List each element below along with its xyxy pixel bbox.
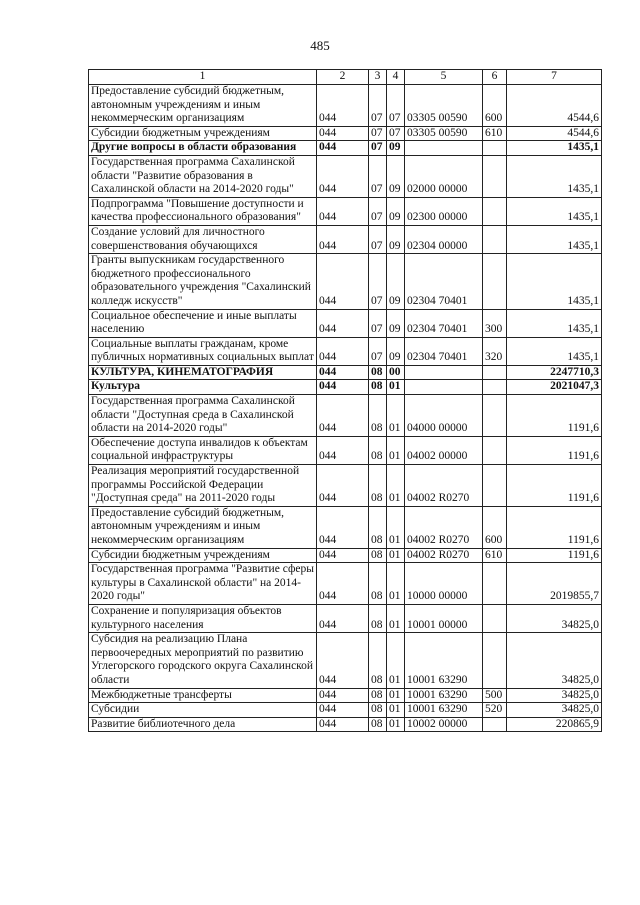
item-name-cell: Гранты выпускникам государственного бюджетного профессионального образовательного учреждения "Сахалинский колледж искусств"	[89, 254, 317, 309]
amount-cell: 1435,1	[507, 309, 602, 337]
table-row	[89, 309, 602, 337]
ministry-code-cell: 044	[317, 703, 369, 718]
expense-type-cell	[483, 141, 507, 156]
section-code-cell: 07	[369, 141, 387, 156]
target-article-cell: 10001 63290	[405, 703, 483, 718]
subsection-code-cell: 01	[387, 717, 405, 732]
amount-cell: 1191,6	[507, 506, 602, 548]
column-header: 2	[317, 70, 369, 85]
subsection-code-cell: 01	[387, 688, 405, 703]
section-code-cell: 08	[369, 548, 387, 563]
expense-type-cell	[483, 254, 507, 309]
amount-cell: 1435,1	[507, 254, 602, 309]
section-code-cell: 08	[369, 717, 387, 732]
target-article-cell	[405, 141, 483, 156]
target-article-cell: 10002 00000	[405, 717, 483, 732]
section-code-cell: 07	[369, 197, 387, 225]
table-row	[89, 225, 602, 253]
ministry-code-cell: 044	[317, 465, 369, 507]
table-row	[89, 254, 602, 309]
target-article-cell: 02304 70401	[405, 337, 483, 365]
ministry-code-cell: 044	[317, 506, 369, 548]
ministry-code-cell: 044	[317, 309, 369, 337]
table-row	[89, 717, 602, 732]
target-article-cell: 10000 00000	[405, 563, 483, 605]
subsection-code-cell: 01	[387, 436, 405, 464]
amount-cell: 4544,6	[507, 126, 602, 141]
target-article-cell: 02000 00000	[405, 155, 483, 197]
table-row	[89, 688, 602, 703]
target-article-cell: 04002 00000	[405, 436, 483, 464]
ministry-code-cell: 044	[317, 717, 369, 732]
amount-cell: 34825,0	[507, 604, 602, 632]
table-row	[89, 604, 602, 632]
table-row	[89, 465, 602, 507]
amount-cell: 220865,9	[507, 717, 602, 732]
amount-cell: 1435,1	[507, 155, 602, 197]
section-code-cell: 08	[369, 703, 387, 718]
ministry-code-cell: 044	[317, 85, 369, 127]
section-code-cell: 08	[369, 506, 387, 548]
item-name-cell: Субсидия на реализацию Плана первоочередных мероприятий по развитию Углегорского городского округа Сахалинской области	[89, 633, 317, 688]
subsection-code-cell: 01	[387, 548, 405, 563]
table-row	[89, 506, 602, 548]
ministry-code-cell: 044	[317, 633, 369, 688]
item-name-cell: Государственная программа Сахалинской области "Развитие образования в Сахалинской области на 2014-2020 годы"	[89, 155, 317, 197]
item-name-cell: Подпрограмма "Повышение доступности и качества профессионального образования"	[89, 197, 317, 225]
target-article-cell: 02304 00000	[405, 225, 483, 253]
table-row	[89, 141, 602, 156]
item-name-cell: Субсидии бюджетным учреждениям	[89, 548, 317, 563]
amount-cell: 34825,0	[507, 633, 602, 688]
section-code-cell: 07	[369, 225, 387, 253]
item-name-cell: Социальное обеспечение и иные выплаты населению	[89, 309, 317, 337]
subsection-code-cell: 07	[387, 126, 405, 141]
expense-type-cell: 520	[483, 703, 507, 718]
ministry-code-cell: 044	[317, 126, 369, 141]
subsection-code-cell: 09	[387, 309, 405, 337]
amount-cell: 1191,6	[507, 395, 602, 437]
item-name-cell: Предоставление субсидий бюджетным, автономным учреждениям и иным некоммерческим организациям	[89, 85, 317, 127]
section-code-cell: 08	[369, 563, 387, 605]
column-header: 1	[89, 70, 317, 85]
table-row	[89, 436, 602, 464]
expense-type-cell	[483, 395, 507, 437]
expense-type-cell	[483, 465, 507, 507]
section-code-cell: 07	[369, 155, 387, 197]
table-row	[89, 633, 602, 688]
subsection-code-cell: 09	[387, 337, 405, 365]
table-row	[89, 155, 602, 197]
expense-type-cell	[483, 604, 507, 632]
column-header: 7	[507, 70, 602, 85]
section-code-cell: 07	[369, 309, 387, 337]
target-article-cell: 10001 63290	[405, 688, 483, 703]
expense-type-cell	[483, 365, 507, 380]
target-article-cell: 10001 00000	[405, 604, 483, 632]
table-row	[89, 380, 602, 395]
expense-type-cell	[483, 436, 507, 464]
target-article-cell	[405, 380, 483, 395]
ministry-code-cell: 044	[317, 155, 369, 197]
ministry-code-cell: 044	[317, 141, 369, 156]
target-article-cell: 04002 R0270	[405, 548, 483, 563]
subsection-code-cell: 01	[387, 633, 405, 688]
target-article-cell	[405, 365, 483, 380]
amount-cell: 1435,1	[507, 197, 602, 225]
item-name-cell: Сохранение и популяризация объектов культурного населения	[89, 604, 317, 632]
item-name-cell: Развитие библиотечного дела	[89, 717, 317, 732]
target-article-cell: 03305 00590	[405, 85, 483, 127]
subsection-code-cell: 01	[387, 380, 405, 395]
table-row	[89, 365, 602, 380]
section-code-cell: 08	[369, 604, 387, 632]
subsection-code-cell: 09	[387, 225, 405, 253]
amount-cell: 2021047,3	[507, 380, 602, 395]
section-code-cell: 08	[369, 688, 387, 703]
table-row	[89, 197, 602, 225]
header-row	[89, 70, 602, 85]
column-header: 4	[387, 70, 405, 85]
ministry-code-cell: 044	[317, 197, 369, 225]
target-article-cell: 03305 00590	[405, 126, 483, 141]
ministry-code-cell: 044	[317, 436, 369, 464]
section-code-cell: 08	[369, 633, 387, 688]
amount-cell: 34825,0	[507, 703, 602, 718]
subsection-code-cell: 01	[387, 395, 405, 437]
item-name-cell: Государственная программа Сахалинской области "Доступная среда в Сахалинской области на 2014-2020 годы"	[89, 395, 317, 437]
ministry-code-cell: 044	[317, 380, 369, 395]
item-name-cell: КУЛЬТУРА, КИНЕМАТОГРАФИЯ	[89, 365, 317, 380]
expense-type-cell: 600	[483, 506, 507, 548]
amount-cell: 4544,6	[507, 85, 602, 127]
subsection-code-cell: 01	[387, 703, 405, 718]
column-header: 3	[369, 70, 387, 85]
ministry-code-cell: 044	[317, 254, 369, 309]
target-article-cell: 02304 70401	[405, 254, 483, 309]
section-code-cell: 08	[369, 436, 387, 464]
section-code-cell: 08	[369, 395, 387, 437]
item-name-cell: Межбюджетные трансферты	[89, 688, 317, 703]
column-header: 6	[483, 70, 507, 85]
subsection-code-cell: 09	[387, 254, 405, 309]
ministry-code-cell: 044	[317, 563, 369, 605]
ministry-code-cell: 044	[317, 337, 369, 365]
table-row	[89, 703, 602, 718]
ministry-code-cell: 044	[317, 604, 369, 632]
subsection-code-cell: 07	[387, 85, 405, 127]
table-row	[89, 126, 602, 141]
section-code-cell: 07	[369, 126, 387, 141]
section-code-cell: 08	[369, 380, 387, 395]
amount-cell: 2019855,7	[507, 563, 602, 605]
target-article-cell: 04000 00000	[405, 395, 483, 437]
item-name-cell: Обеспечение доступа инвалидов к объектам социальной инфраструктуры	[89, 436, 317, 464]
expense-type-cell	[483, 563, 507, 605]
amount-cell: 1191,6	[507, 548, 602, 563]
expense-type-cell: 500	[483, 688, 507, 703]
subsection-code-cell: 01	[387, 604, 405, 632]
item-name-cell: Создание условий для личностного совершенствования обучающихся	[89, 225, 317, 253]
column-header: 5	[405, 70, 483, 85]
item-name-cell: Субсидии бюджетным учреждениям	[89, 126, 317, 141]
ministry-code-cell: 044	[317, 395, 369, 437]
expense-type-cell: 300	[483, 309, 507, 337]
subsection-code-cell: 01	[387, 506, 405, 548]
amount-cell: 1435,1	[507, 225, 602, 253]
subsection-code-cell: 01	[387, 563, 405, 605]
item-name-cell: Культура	[89, 380, 317, 395]
expense-type-cell	[483, 717, 507, 732]
item-name-cell: Субсидии	[89, 703, 317, 718]
section-code-cell: 08	[369, 465, 387, 507]
table-body	[89, 85, 602, 732]
item-name-cell: Реализация мероприятий государственной программы Российской Федерации "Доступная среда" на 2011-2020 годы	[89, 465, 317, 507]
item-name-cell: Предоставление субсидий бюджетным, автономным учреждениям и иным некоммерческим организациям	[89, 506, 317, 548]
subsection-code-cell: 09	[387, 197, 405, 225]
ministry-code-cell: 044	[317, 365, 369, 380]
table-row	[89, 563, 602, 605]
expense-type-cell: 600	[483, 85, 507, 127]
table-row	[89, 337, 602, 365]
section-code-cell: 07	[369, 254, 387, 309]
expense-type-cell	[483, 225, 507, 253]
target-article-cell: 10001 63290	[405, 633, 483, 688]
amount-cell: 1191,6	[507, 436, 602, 464]
item-name-cell: Социальные выплаты гражданам, кроме публичных нормативных социальных выплат	[89, 337, 317, 365]
page-number: 485	[310, 38, 330, 53]
target-article-cell: 04002 R0270	[405, 506, 483, 548]
target-article-cell: 04002 R0270	[405, 465, 483, 507]
amount-cell: 1435,1	[507, 141, 602, 156]
budget-table	[88, 69, 602, 732]
amount-cell: 34825,0	[507, 688, 602, 703]
amount-cell: 2247710,3	[507, 365, 602, 380]
expense-type-cell: 610	[483, 126, 507, 141]
table-row	[89, 548, 602, 563]
target-article-cell: 02300 00000	[405, 197, 483, 225]
item-name-cell: Другие вопросы в области образования	[89, 141, 317, 156]
section-code-cell: 07	[369, 337, 387, 365]
section-code-cell: 07	[369, 85, 387, 127]
target-article-cell: 02304 70401	[405, 309, 483, 337]
section-code-cell: 08	[369, 365, 387, 380]
expense-type-cell	[483, 380, 507, 395]
expense-type-cell	[483, 633, 507, 688]
subsection-code-cell: 09	[387, 141, 405, 156]
subsection-code-cell: 09	[387, 155, 405, 197]
amount-cell: 1191,6	[507, 465, 602, 507]
subsection-code-cell: 01	[387, 465, 405, 507]
expense-type-cell	[483, 197, 507, 225]
amount-cell: 1435,1	[507, 337, 602, 365]
subsection-code-cell: 00	[387, 365, 405, 380]
table-row	[89, 85, 602, 127]
expense-type-cell: 320	[483, 337, 507, 365]
table-row	[89, 395, 602, 437]
ministry-code-cell: 044	[317, 225, 369, 253]
ministry-code-cell: 044	[317, 688, 369, 703]
expense-type-cell: 610	[483, 548, 507, 563]
item-name-cell: Государственная программа "Развитие сферы культуры в Сахалинской области" на 2014-2020 годы"	[89, 563, 317, 605]
ministry-code-cell: 044	[317, 548, 369, 563]
expense-type-cell	[483, 155, 507, 197]
